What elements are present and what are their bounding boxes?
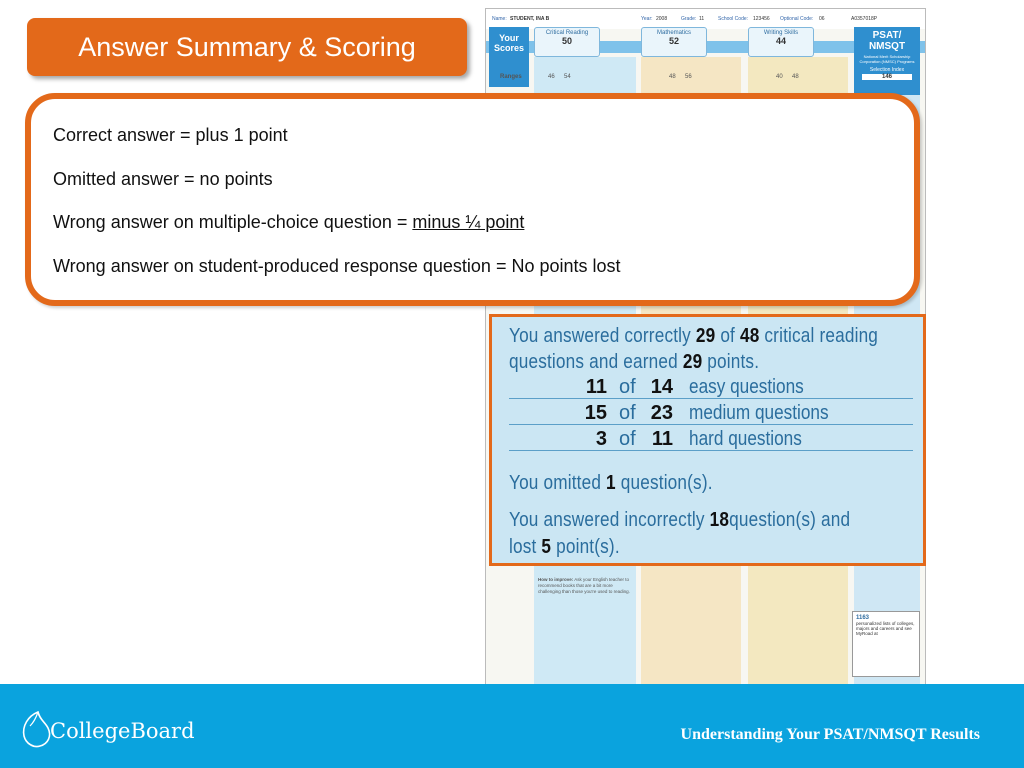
report-myroad-box: 1163 personalized lists of colleges, majors and careers and see MyRoad at (852, 611, 920, 677)
report-name: STUDENT, INA B (510, 16, 550, 22)
report-optional: 06 (819, 16, 825, 22)
rule-wrong-multiple-choice: Wrong answer on multiple-choice question = minus ¼ point (53, 212, 525, 232)
report-header (486, 9, 925, 29)
rule-wrong-student-produced: Wrong answer on student-produced response question = No points lost (53, 256, 621, 276)
rule-wrong-mc-value: minus ¼ point (412, 212, 525, 232)
report-ranges: Ranges 46 54 48 56 40 48 (500, 74, 799, 80)
answer-incorrect-line: You answered incorrectly 18question(s) and (509, 509, 851, 531)
report-grade: 11 (699, 16, 705, 22)
difficulty-row-medium: 15 of 23 medium questions (509, 402, 913, 425)
report-optional-label: Optional Code: (780, 16, 814, 22)
report-improve-text: How to improve: Ask your English teacher to recommend books that are a bit more challenging than those you're used to reading. (538, 577, 630, 594)
report-code: A0357018P (851, 16, 878, 22)
psat-logo: PSAT/ NMSQT National Merit Scholarship Corporation (NMSC) Programs Selection Index 146 (854, 27, 920, 95)
report-year: 2008 (656, 16, 668, 22)
answer-lost-line: lost 5 point(s). (509, 536, 620, 558)
scoring-rules-card (25, 93, 920, 306)
report-your-scores: Your Scores (489, 27, 529, 87)
report-score-writing: Writing Skills 44 (748, 27, 814, 57)
report-school-label: School Code: (718, 16, 749, 22)
answer-omitted-line: You omitted 1 question(s). (509, 472, 713, 494)
rule-omitted: Omitted answer = no points (53, 169, 273, 189)
report-score-mathematics: Mathematics 52 (641, 27, 707, 57)
collegeboard-wordmark: CollegeBoard (50, 719, 195, 743)
report-score-critical-reading: Critical Reading 50 (534, 27, 600, 57)
answer-correct-line: You answered correctly 29 of 48 critical reading (509, 325, 879, 347)
collegeboard-logo (18, 708, 208, 750)
report-school: 123456 (753, 16, 770, 22)
footer-caption: Understanding Your PSAT/NMSQT Results (680, 726, 980, 743)
answer-earned-line: questions and earned 29 points. (509, 351, 760, 373)
slide-title: Answer Summary & Scoring (27, 18, 467, 76)
report-grade-label: Grade: (681, 16, 697, 22)
report-year-label: Year: (641, 16, 653, 22)
rule-correct: Correct answer = plus 1 point (53, 125, 288, 145)
report-name-label: Name: (492, 16, 507, 22)
answer-summary-panel (489, 314, 926, 566)
footer-bar (0, 684, 1024, 768)
difficulty-row-easy: 11 of 14 easy questions (509, 376, 913, 399)
difficulty-row-hard: 3 of 11 hard questions (509, 428, 913, 451)
